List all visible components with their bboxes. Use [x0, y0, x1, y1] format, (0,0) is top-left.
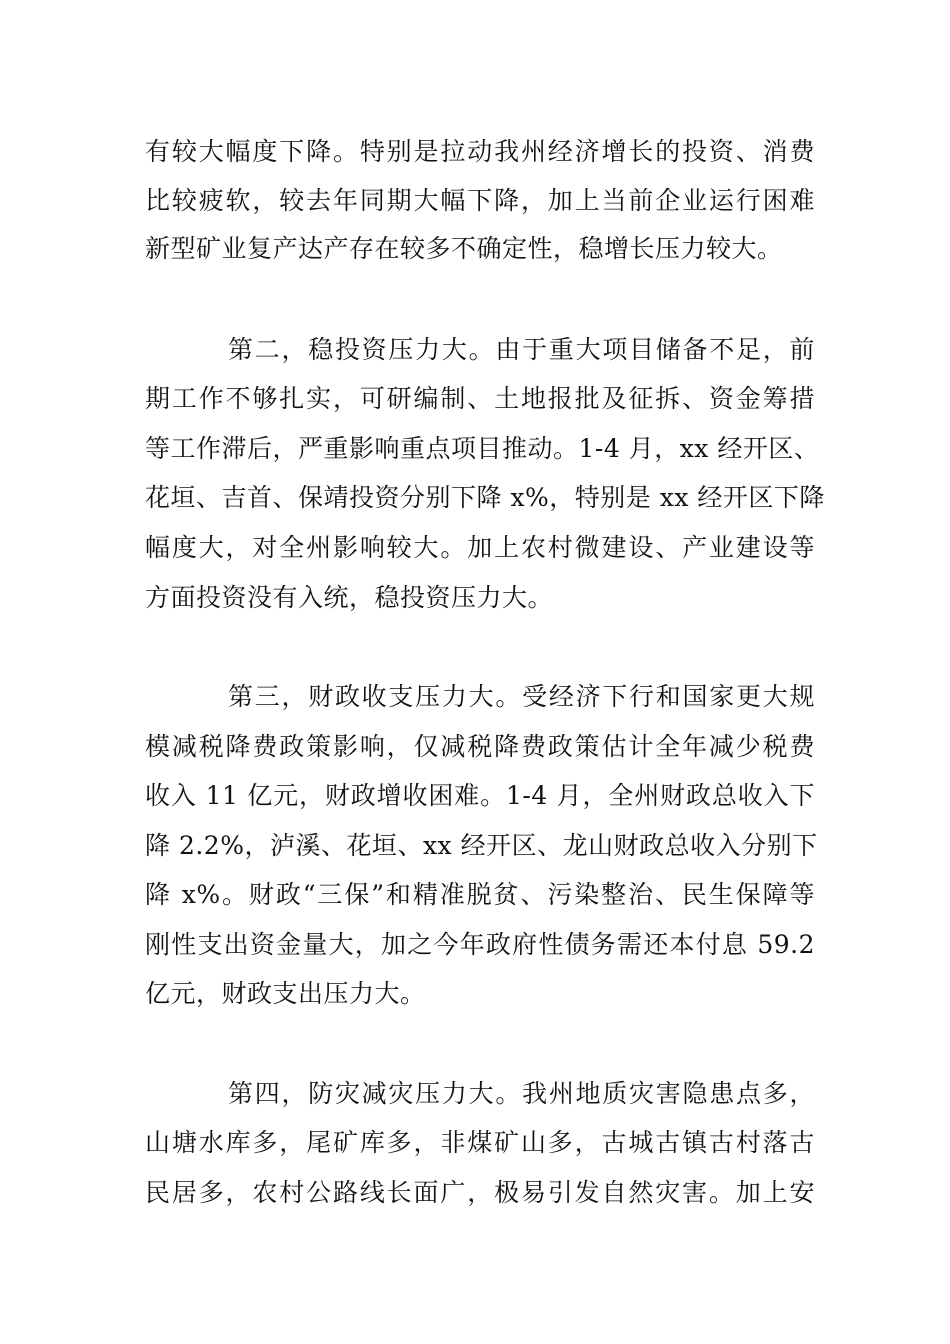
text-line: 第三，财政收支压力大。受经济下行和国家更大规	[228, 682, 815, 711]
text-line: 山塘水库多，尾矿库多，非煤矿山多，古城古镇古村落古	[145, 1128, 815, 1157]
text-line: 第二，稳投资压力大。由于重大项目储备不足，前	[228, 335, 815, 364]
text-line: 幅度大，对全州影响较大。加上农村微建设、产业建设等	[145, 533, 815, 562]
text-line: 花垣、吉首、保靖投资分别下降 x%，特别是 xx 经开区下降	[145, 483, 825, 512]
text-line: 新型矿业复产达产存在较多不确定性，稳增长压力较大。	[145, 234, 783, 263]
text-line: 第四，防灾减灾压力大。我州地质灾害隐患点多，	[228, 1079, 815, 1108]
text-line: 亿元，财政支出压力大。	[145, 979, 426, 1008]
text-line: 收入 11 亿元，财政增收困难。1-4 月，全州财政总收入下	[145, 781, 815, 810]
text-line: 降 x%。财政“三保”和精准脱贫、污染整治、民生保障等	[145, 880, 815, 909]
text-line: 民居多，农村公路线长面广，极易引发自然灾害。加上安	[145, 1178, 815, 1207]
text-line: 降 2.2%，泸溪、花垣、xx 经开区、龙山财政总收入分别下	[145, 831, 818, 860]
text-line: 等工作滞后，严重影响重点项目推动。1-4 月，xx 经开区、	[145, 434, 820, 463]
text-line: 比较疲软，较去年同期大幅下降，加上当前企业运行困难	[145, 186, 815, 215]
text-line: 有较大幅度下降。特别是拉动我州经济增长的投资、消费	[145, 137, 815, 166]
text-line: 模减税降费政策影响，仅减税降费政策估计全年减少税费	[145, 732, 815, 761]
text-line: 方面投资没有入统，稳投资压力大。	[145, 583, 554, 612]
text-line: 期工作不够扎实，可研编制、土地报批及征拆、资金筹措	[145, 384, 815, 413]
text-line: 刚性支出资金量大，加之今年政府性债务需还本付息 59.2	[145, 930, 815, 959]
